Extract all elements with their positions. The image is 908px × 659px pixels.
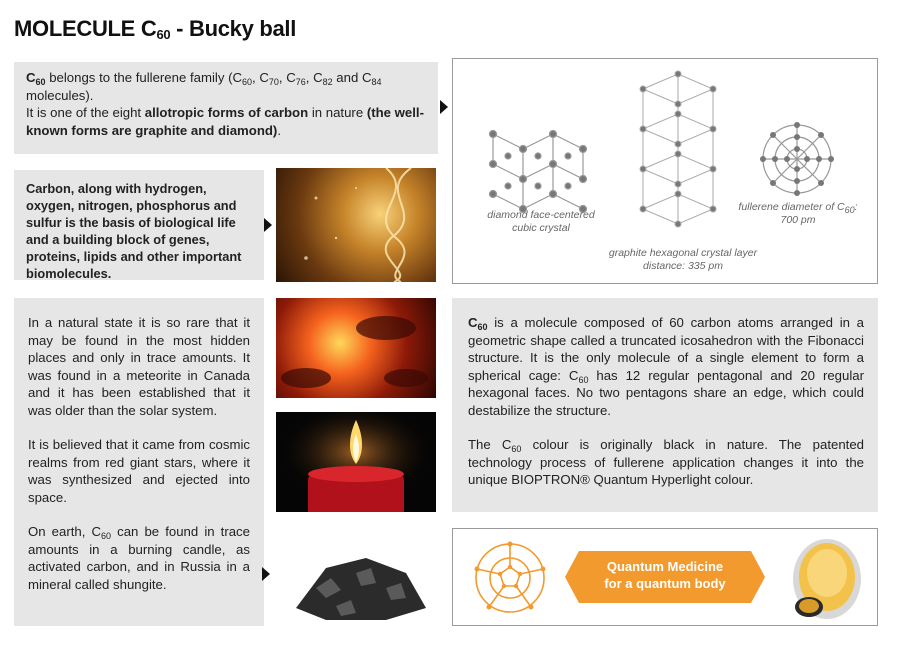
- quantum-medicine-panel: [452, 528, 878, 626]
- fullerene-orange-icon: [471, 539, 549, 617]
- arrow-right-icon: [440, 100, 448, 114]
- graphite-caption: graphite hexagonal crystal layer distance: 335 pm: [608, 247, 758, 272]
- candle-photo: [276, 412, 436, 512]
- diamond-crystal-illustration: [483, 114, 603, 214]
- quantum-banner-text: Quantum Medicine for a quantum body: [604, 559, 726, 591]
- arrow-right-icon: [262, 567, 270, 581]
- carbon-structures-panel: [452, 58, 878, 284]
- arrow-right-icon: [264, 218, 272, 232]
- lava-photo: [276, 298, 436, 398]
- intro-box: $C_{60}$ belongs to the fullerene family ($C_{60}$, $C_{70}$, $C_{76}$, $C_{82}$ and $C_{84}$ molecules). It is one of the eight allotropic forms of carbon in nature (the well-known forms are graphite and diamond).: [14, 62, 438, 154]
- shungite-photo: [276, 528, 436, 626]
- graphite-crystal-illustration: [633, 69, 723, 239]
- structure-description-box: $C_{60}$ is a molecule composed of 60 carbon atoms arranged in a geometric shape called a truncated icosahedron with the Fibonacci structure. It is the only molecule of a single element to form a spherical cage: $C_{60}$ has 12 regular pentagonal and 20 regular hexagonal faces. No two pentagons share an edge, which could destabilize the structure. The $C_{60}$ colour is originally black in nature. The patented technology process of fullerene application changes it into the unique BIOPTRON® Quantum Hyperlight colour.: [452, 298, 878, 512]
- diamond-caption: diamond face-centered cubic crystal: [487, 209, 595, 234]
- origin-box: In a natural state it is so rare that it may be found in the most hidden places and only in trace amounts. It was found in a meteorite in Canada and it has been established that it was older than the solar system. It is believed that it came from cosmic realms from red giant stars, where it was synthesized and ejected into space. On earth, $C_{60}$ can be found in trace amounts in a burning candle, as activated carbon, and in Russia in a mineral called shungite.: [14, 298, 264, 626]
- dna-photo: [276, 168, 436, 282]
- fullerene-illustration: [757, 119, 837, 199]
- bioptron-lens-image: [785, 535, 865, 621]
- fullerene-caption: fullerene diameter of $C_{60}$: 700 pm: [738, 201, 858, 226]
- page-title: MOLECULE $C_{60}$ - Bucky ball: [14, 16, 297, 42]
- biological-life-box: Carbon, along with hydrogen, oxygen, nitrogen, phosphorus and sulfur is the basis of biological life and a building block of genes, proteins, lipids and other important biomolecules.: [14, 170, 264, 280]
